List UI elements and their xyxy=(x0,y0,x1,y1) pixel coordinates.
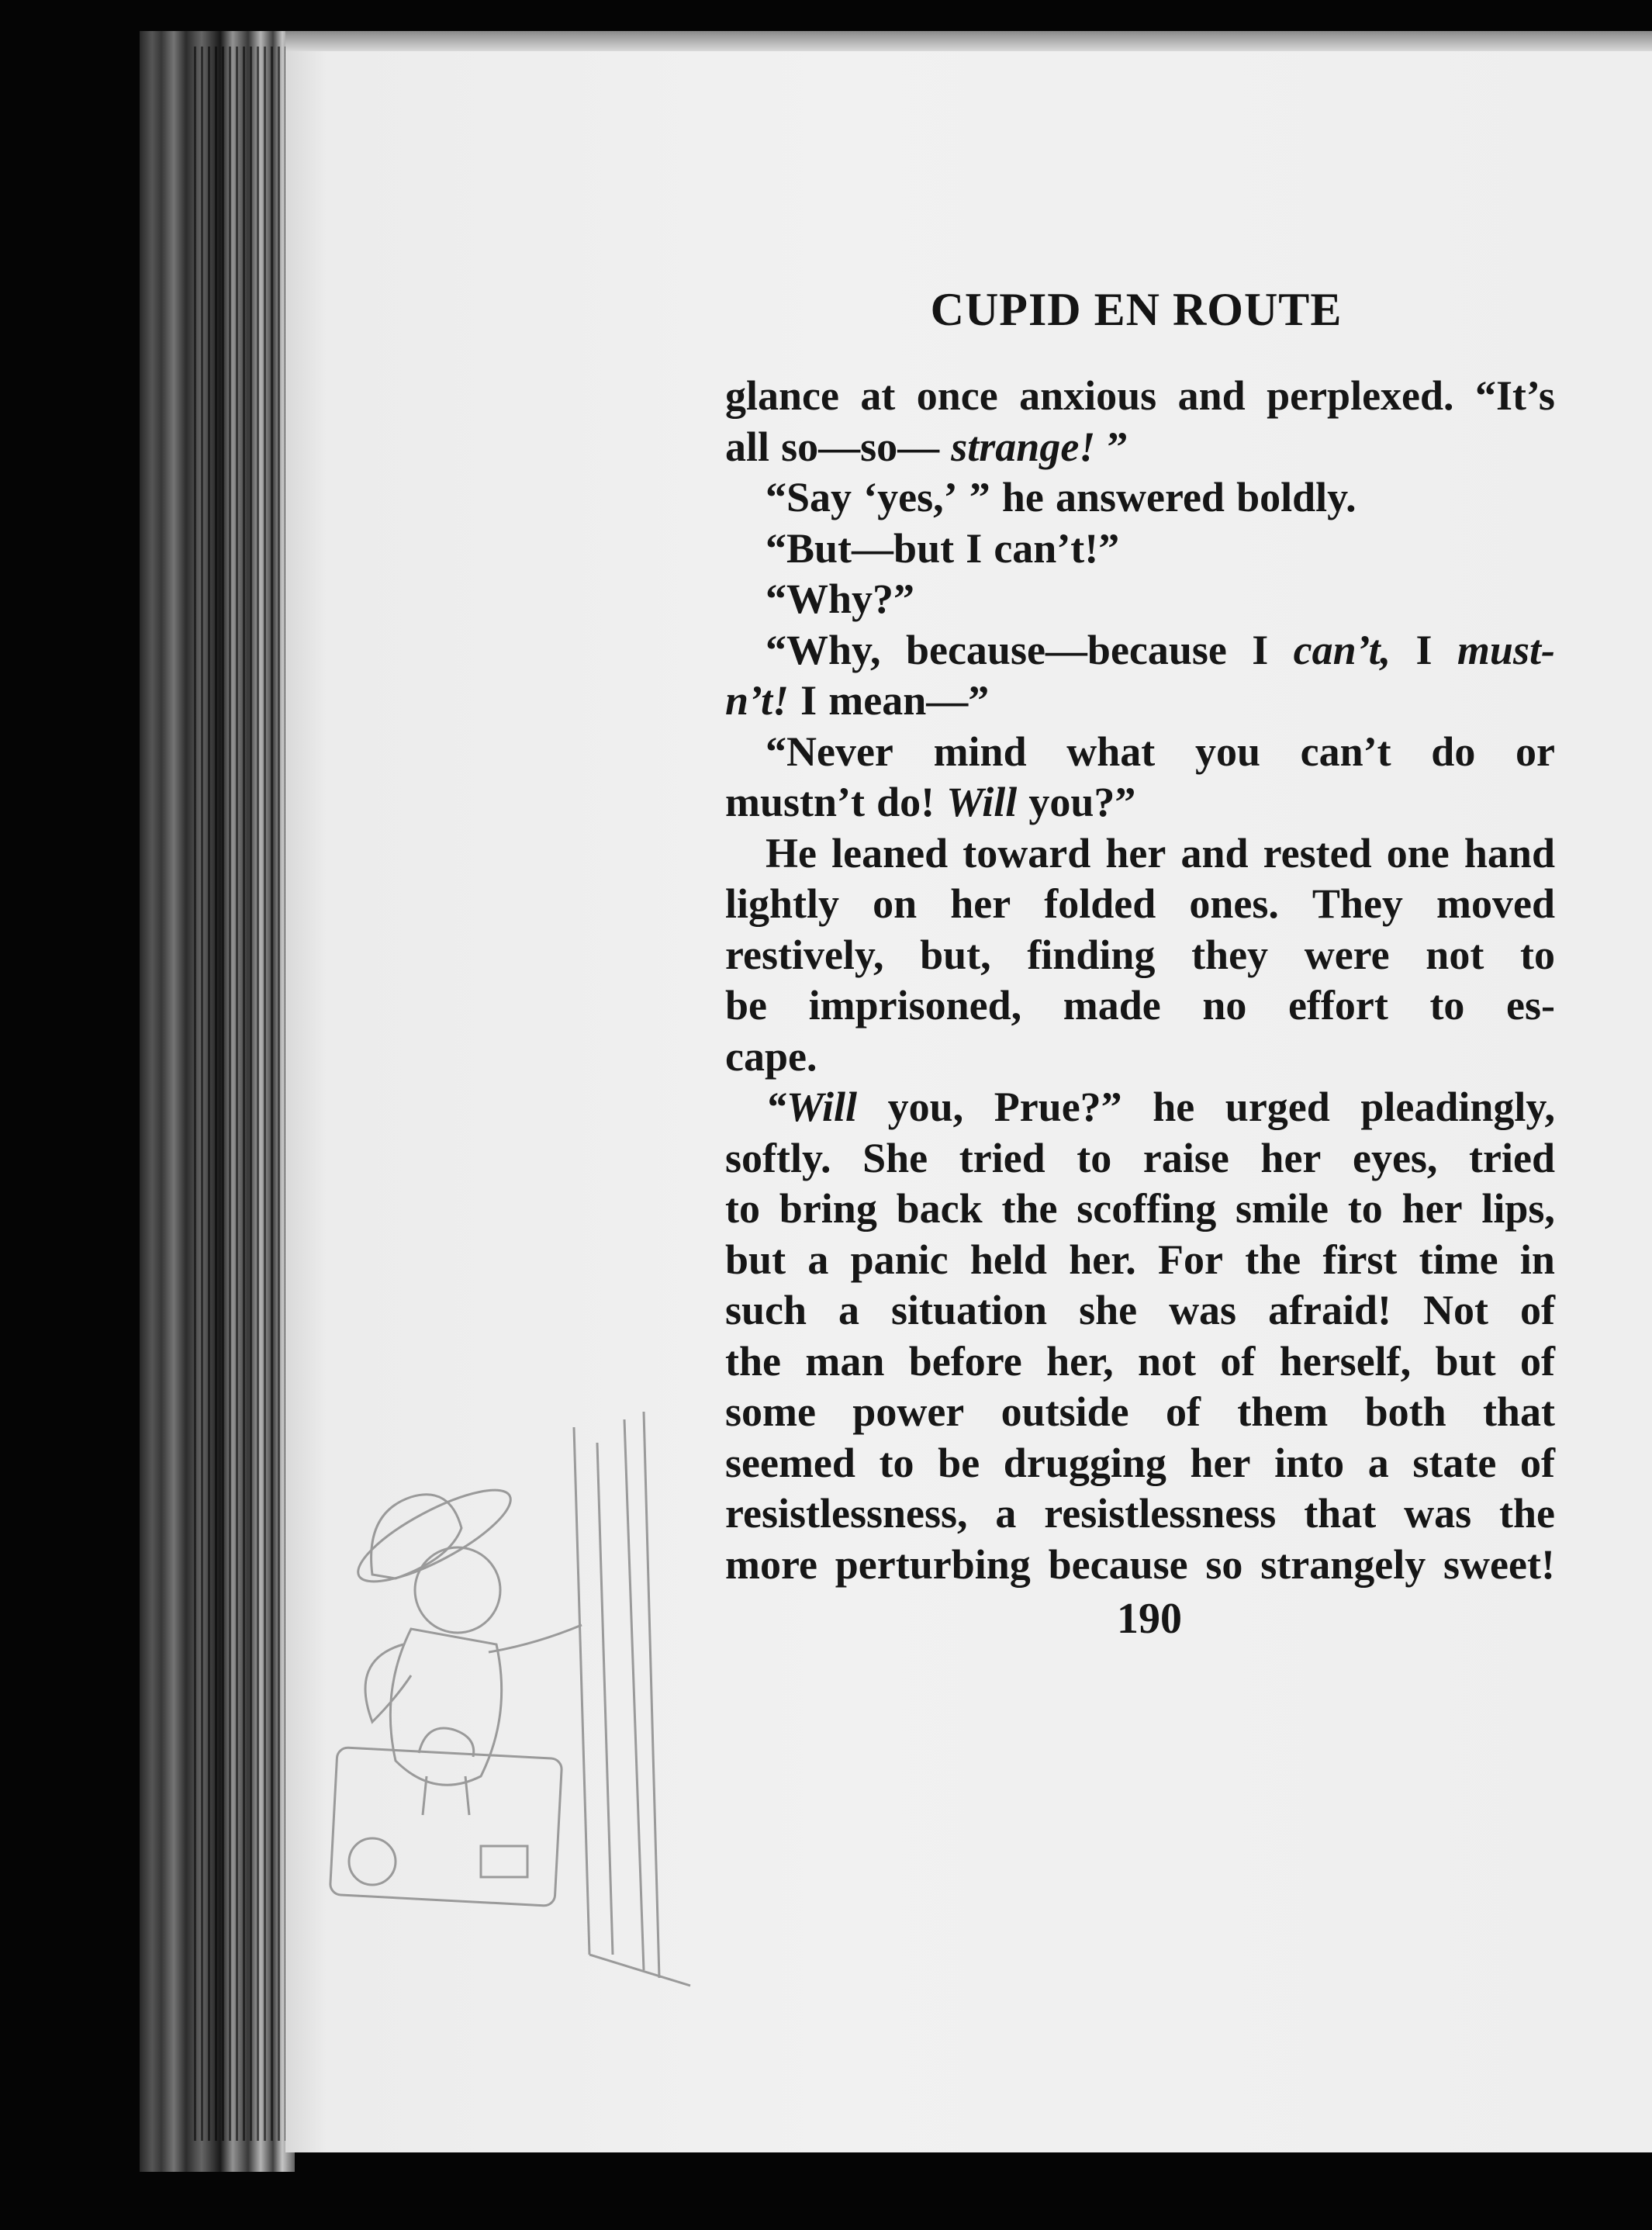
word: you xyxy=(1194,728,1260,775)
cupid-illustration xyxy=(318,1412,721,2001)
word: mind xyxy=(933,728,1027,775)
word: you, xyxy=(887,1084,964,1130)
word: anxious xyxy=(1019,372,1157,419)
word: was xyxy=(1404,1490,1472,1537)
word: made xyxy=(1063,982,1161,1029)
door-line xyxy=(597,1443,613,1955)
word: to xyxy=(725,1185,760,1232)
word: lightly xyxy=(725,880,840,927)
text-line xyxy=(725,1488,1555,1540)
word: ” xyxy=(1107,423,1128,470)
word: I xyxy=(800,677,817,724)
word: They xyxy=(1312,880,1403,927)
word: herself, xyxy=(1279,1337,1412,1385)
word: es- xyxy=(1506,982,1555,1029)
word: man xyxy=(805,1337,885,1385)
word: I xyxy=(1252,626,1269,673)
word: to xyxy=(879,1439,914,1486)
word: power xyxy=(852,1388,965,1435)
word: “Why?” xyxy=(766,576,915,622)
word: were xyxy=(1304,931,1390,978)
word: “Will xyxy=(766,1084,858,1130)
word: but xyxy=(725,1236,786,1283)
text-line xyxy=(725,574,1555,625)
text-line xyxy=(725,879,1555,930)
word: to xyxy=(1519,931,1555,978)
text-line xyxy=(725,472,1555,524)
word: the xyxy=(1001,1185,1058,1232)
word: he xyxy=(1153,1084,1195,1130)
word: toward xyxy=(963,829,1091,876)
word: restively, xyxy=(725,931,884,978)
word: Will xyxy=(946,779,1018,825)
word: panic xyxy=(850,1236,949,1283)
word: resistlessness, xyxy=(725,1490,968,1537)
word: answered xyxy=(1055,474,1225,520)
word: at xyxy=(860,372,896,419)
text-line xyxy=(725,930,1555,981)
word: she xyxy=(1079,1287,1138,1333)
suitcase-tag xyxy=(481,1846,527,1877)
word: a xyxy=(807,1236,829,1283)
door-line xyxy=(644,1412,659,1978)
word: “Never xyxy=(766,728,893,775)
text-line xyxy=(725,676,1555,727)
word: her xyxy=(1260,1134,1322,1181)
word: once xyxy=(916,372,998,419)
text-line xyxy=(725,1032,1555,1083)
text-line xyxy=(725,1336,1555,1388)
word: in xyxy=(1519,1236,1555,1283)
text-line xyxy=(725,1133,1555,1184)
word: of xyxy=(1220,1337,1256,1385)
word: more xyxy=(725,1540,817,1588)
word: strangely xyxy=(1260,1540,1426,1588)
word: back xyxy=(896,1185,983,1232)
word: her xyxy=(1190,1439,1251,1486)
word: Prue?” xyxy=(994,1084,1122,1130)
word: be xyxy=(725,982,767,1029)
word: resistlessness xyxy=(1044,1490,1277,1537)
word: before xyxy=(908,1337,1022,1385)
cupid-head xyxy=(415,1547,500,1633)
word: I xyxy=(966,524,983,572)
word: be xyxy=(938,1439,980,1486)
cupid-arm xyxy=(489,1625,582,1652)
word: her. xyxy=(1069,1236,1136,1283)
word: such xyxy=(725,1287,807,1333)
word: “But—but xyxy=(766,524,955,572)
word: not xyxy=(1137,1337,1196,1385)
word: rested xyxy=(1263,829,1372,876)
word: held xyxy=(969,1236,1047,1283)
door-line xyxy=(589,1955,690,1986)
word: her xyxy=(950,880,1011,927)
word: seemed xyxy=(725,1439,855,1486)
word: because—because xyxy=(905,626,1227,673)
word: can’t!” xyxy=(994,524,1120,572)
word: folded xyxy=(1044,880,1156,927)
text-line xyxy=(725,980,1555,1032)
word: leaned xyxy=(831,829,949,876)
word: because xyxy=(1048,1540,1188,1588)
word: scoffing xyxy=(1077,1185,1217,1232)
word: perplexed. xyxy=(1267,372,1454,419)
word: her, xyxy=(1046,1337,1114,1385)
door-line xyxy=(574,1427,589,1955)
word: them xyxy=(1237,1388,1329,1435)
suitcase-label xyxy=(349,1838,396,1885)
word: perturbing xyxy=(835,1540,1031,1588)
word: ‘yes,’ xyxy=(863,474,958,520)
word: so—so— xyxy=(781,423,940,470)
word: boldly. xyxy=(1236,474,1357,520)
text-line xyxy=(725,1235,1555,1286)
word: the xyxy=(1499,1490,1555,1537)
word: and xyxy=(1180,829,1249,876)
text-line xyxy=(725,1438,1555,1489)
word: moved xyxy=(1436,880,1555,927)
word: raise xyxy=(1142,1134,1229,1181)
word: on xyxy=(873,880,918,927)
word: can’t xyxy=(1300,728,1391,775)
word: of xyxy=(1519,1287,1555,1333)
word: sweet! xyxy=(1443,1540,1555,1588)
text-line xyxy=(725,1184,1555,1235)
word: finding xyxy=(1027,931,1156,978)
word: time xyxy=(1419,1236,1498,1283)
word: some xyxy=(725,1388,816,1435)
word: tried xyxy=(959,1134,1045,1181)
text-line xyxy=(725,1082,1555,1133)
word: that xyxy=(1304,1490,1377,1537)
word: a xyxy=(838,1287,860,1333)
hat-crown xyxy=(372,1495,461,1578)
word: “Why, xyxy=(766,626,881,673)
text-line xyxy=(725,524,1555,575)
text-line xyxy=(725,1540,1555,1591)
word: can’t, xyxy=(1293,626,1391,673)
word: smile xyxy=(1236,1185,1329,1232)
word: He xyxy=(766,829,817,876)
word: so xyxy=(1205,1540,1243,1588)
word: glance xyxy=(725,372,839,419)
word: not xyxy=(1426,931,1484,978)
word: one xyxy=(1386,829,1450,876)
word: softly. xyxy=(725,1134,831,1181)
word: all xyxy=(725,423,770,470)
word: both xyxy=(1364,1388,1446,1435)
word: or xyxy=(1515,728,1555,775)
text-line xyxy=(725,777,1555,828)
word: they xyxy=(1191,931,1269,978)
word: ” xyxy=(969,474,990,520)
word: hand xyxy=(1464,829,1555,876)
word: that xyxy=(1482,1388,1555,1435)
text-line xyxy=(725,828,1555,880)
word: no xyxy=(1202,982,1247,1029)
word: do! xyxy=(876,779,935,825)
word: situation xyxy=(891,1287,1048,1333)
word: ones. xyxy=(1189,880,1279,927)
word: first xyxy=(1322,1236,1398,1283)
word: was xyxy=(1169,1287,1237,1333)
word: afraid! xyxy=(1268,1287,1392,1333)
word: he xyxy=(1001,474,1044,520)
page-edges xyxy=(194,47,287,2141)
word: you?” xyxy=(1028,779,1136,825)
word: and xyxy=(1177,372,1246,419)
text-line xyxy=(725,625,1555,676)
word: her xyxy=(1105,829,1166,876)
word: cape. xyxy=(725,1032,817,1080)
word: tried xyxy=(1469,1134,1555,1181)
word: of xyxy=(1519,1337,1555,1385)
text-line xyxy=(725,371,1555,422)
word: a xyxy=(995,1490,1017,1537)
suitcase xyxy=(330,1748,562,1907)
word: Not xyxy=(1423,1287,1488,1333)
word: n’t! xyxy=(725,677,790,724)
word: what xyxy=(1066,728,1156,775)
word: effort xyxy=(1287,982,1388,1029)
text-line xyxy=(725,1387,1555,1438)
body-text xyxy=(725,371,1555,1590)
word: of xyxy=(1165,1388,1201,1435)
text-line xyxy=(725,422,1555,473)
word: I xyxy=(1415,626,1433,673)
word: her xyxy=(1401,1185,1463,1232)
door-line xyxy=(624,1419,644,1970)
word: imprisoned, xyxy=(808,982,1022,1029)
cupid-body xyxy=(390,1629,501,1785)
word: For xyxy=(1157,1236,1223,1283)
word: state xyxy=(1412,1439,1497,1486)
text-line xyxy=(725,1285,1555,1336)
word: drugging xyxy=(1003,1439,1166,1486)
cupid-wing xyxy=(365,1644,411,1722)
word: but xyxy=(1435,1337,1496,1385)
word: to xyxy=(1347,1185,1383,1232)
word: mustn’t xyxy=(725,779,866,825)
word: of xyxy=(1519,1439,1555,1486)
word: mean—” xyxy=(828,677,990,724)
word: urged xyxy=(1225,1084,1330,1130)
word: do xyxy=(1431,728,1476,775)
word: pleadingly, xyxy=(1360,1084,1555,1130)
word: “Say xyxy=(766,474,852,520)
word: outside xyxy=(1001,1388,1129,1435)
word: into xyxy=(1274,1439,1345,1486)
word: to xyxy=(1077,1134,1112,1181)
word: to xyxy=(1429,982,1465,1029)
word: She xyxy=(862,1134,928,1181)
word: strange! xyxy=(951,423,1096,470)
word: a xyxy=(1367,1439,1389,1486)
word: “It’s xyxy=(1474,372,1555,419)
word: bring xyxy=(779,1185,877,1232)
page-top-shadow xyxy=(285,31,1652,51)
word: lips, xyxy=(1481,1185,1555,1232)
page-number: 190 xyxy=(1117,1595,1182,1643)
word: the xyxy=(725,1337,781,1385)
running-header: CUPID EN ROUTE xyxy=(930,284,1343,335)
word: eyes, xyxy=(1352,1134,1438,1181)
word: but, xyxy=(920,931,991,978)
word: must- xyxy=(1457,626,1555,673)
word: the xyxy=(1245,1236,1301,1283)
text-line xyxy=(725,727,1555,778)
